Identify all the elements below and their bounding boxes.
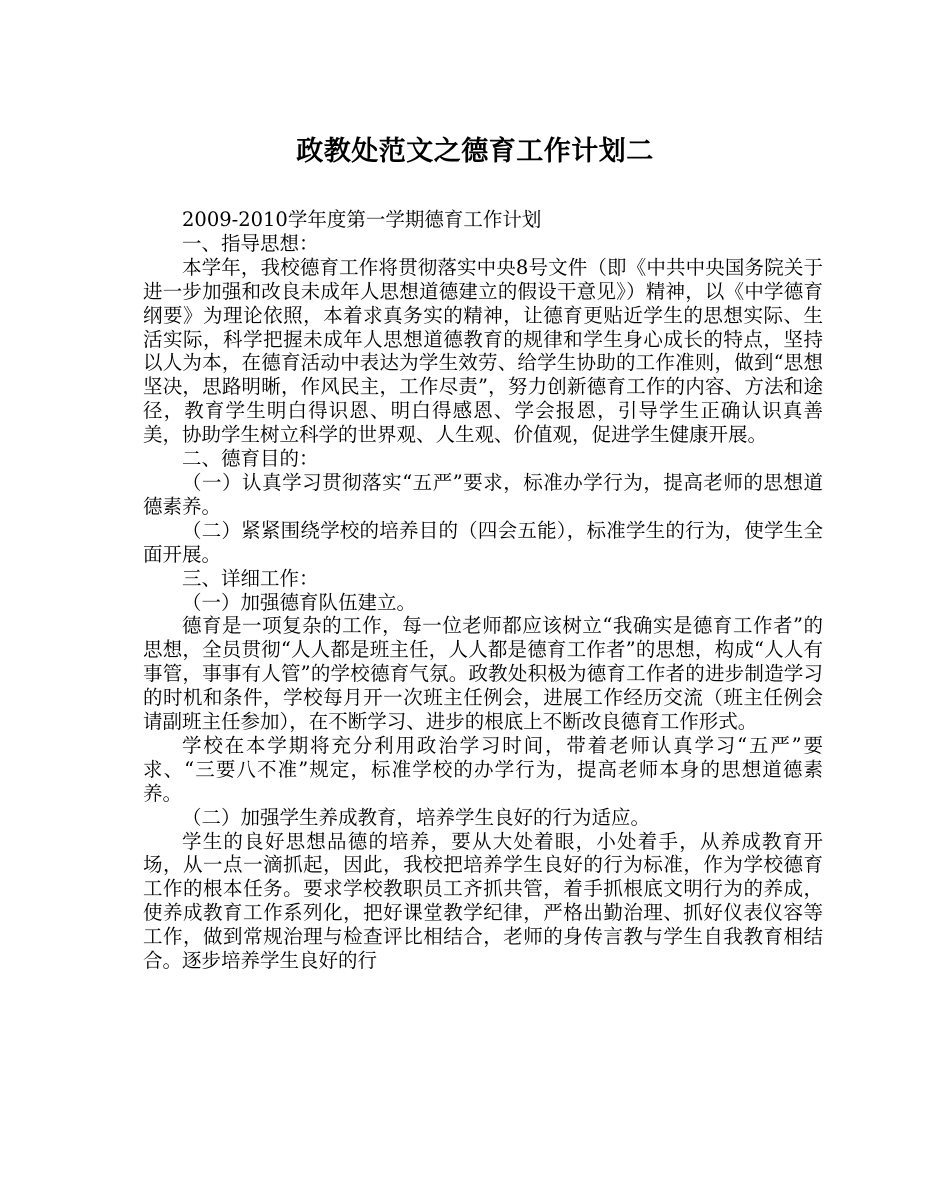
subheading-team-building: （一）加强德育队伍建立。 <box>182 590 417 614</box>
section-heading-detailed-work: 三、详细工作： <box>182 566 319 590</box>
subheading-habit-education: （二）加强学生养成教育，培养学生良好的行为适应。 <box>182 805 651 829</box>
document-body <box>143 208 823 973</box>
paragraph-team-building: 德育是一项复杂的工作，每一位老师都应该树立“我确实是德育工作者”的思想，全员贯彻“人人都是班主任，人人都是德育工作者”的思想，构成“人人有事管，事事有人管”的学校德育气氛。政教处积极为德育工作者的进步制造学习的时机和条件，学校每月开一次班主任例会，进展工作经历交流（班主任例会请副班主任参加），在不断学习、进步的根底上不断改良德育工作形式。 <box>143 614 823 734</box>
paragraph-political-study: 学校在本学期将充分利用政治学习时间，带着老师认真学习“五严”要求、“三要八不准”规定，标准学校的办学行为，提高老师本身的思想道德素养。 <box>143 733 823 805</box>
section-heading-guiding-thought: 一、指导思想： <box>182 231 319 255</box>
document-title: 政教处范文之德育工作计划二 <box>296 136 654 167</box>
paragraph-goal-2: （二）紧紧围绕学校的培养目的（四会五能），标准学生的行为，使学生全面开展。 <box>143 518 823 566</box>
paragraph-guiding-thought: 本学年，我校德育工作将贯彻落实中央8号文件（即《中共中央国务院关于进一步加强和改良未成年人思想道德建立的假设干意见》）精神，以《中学德育纲要》为理论依照，本着求真务实的精神，让德育更贴近学生的思想实际、生活实际，科学把握未成年人思想道德教育的规律和学生身心成长的特点，坚持以人为本，在德育活动中表达为学生效劳、给学生协助的工作准则，做到“思想坚决，思路明晰，作风民主，工作尽责”，努力创新德育工作的内容、方法和途径，教育学生明白得识恩、明白得感恩、学会报恩，引导学生正确认识真善美，协助学生树立科学的世界观、人生观、价值观，促进学生健康开展。 <box>143 255 823 447</box>
section-heading-goals: 二、德育目的： <box>182 447 319 471</box>
plan-heading: 2009-2010学年度第一学期德育工作计划 <box>182 208 542 231</box>
paragraph-goal-1: （一）认真学习贯彻落实“五严”要求，标准办学行为，提高老师的思想道德素养。 <box>143 470 823 518</box>
paragraph-habit-education: 学生的良好思想品德的培养，要从大处着眼，小处着手，从养成教育开场，从一点一滴抓起，因此，我校把培养学生良好的行为标准，作为学校德育工作的根本任务。要求学校教职员工齐抓共管，着手抓根底文明行为的养成，使养成教育工作系列化，把好课堂教学纪律，严格出勤治理、抓好仪表仪容等工作，做到常规治理与检查评比相结合，老师的身传言教与学生自我教育相结合。逐步培养学生良好的行 <box>143 829 823 973</box>
